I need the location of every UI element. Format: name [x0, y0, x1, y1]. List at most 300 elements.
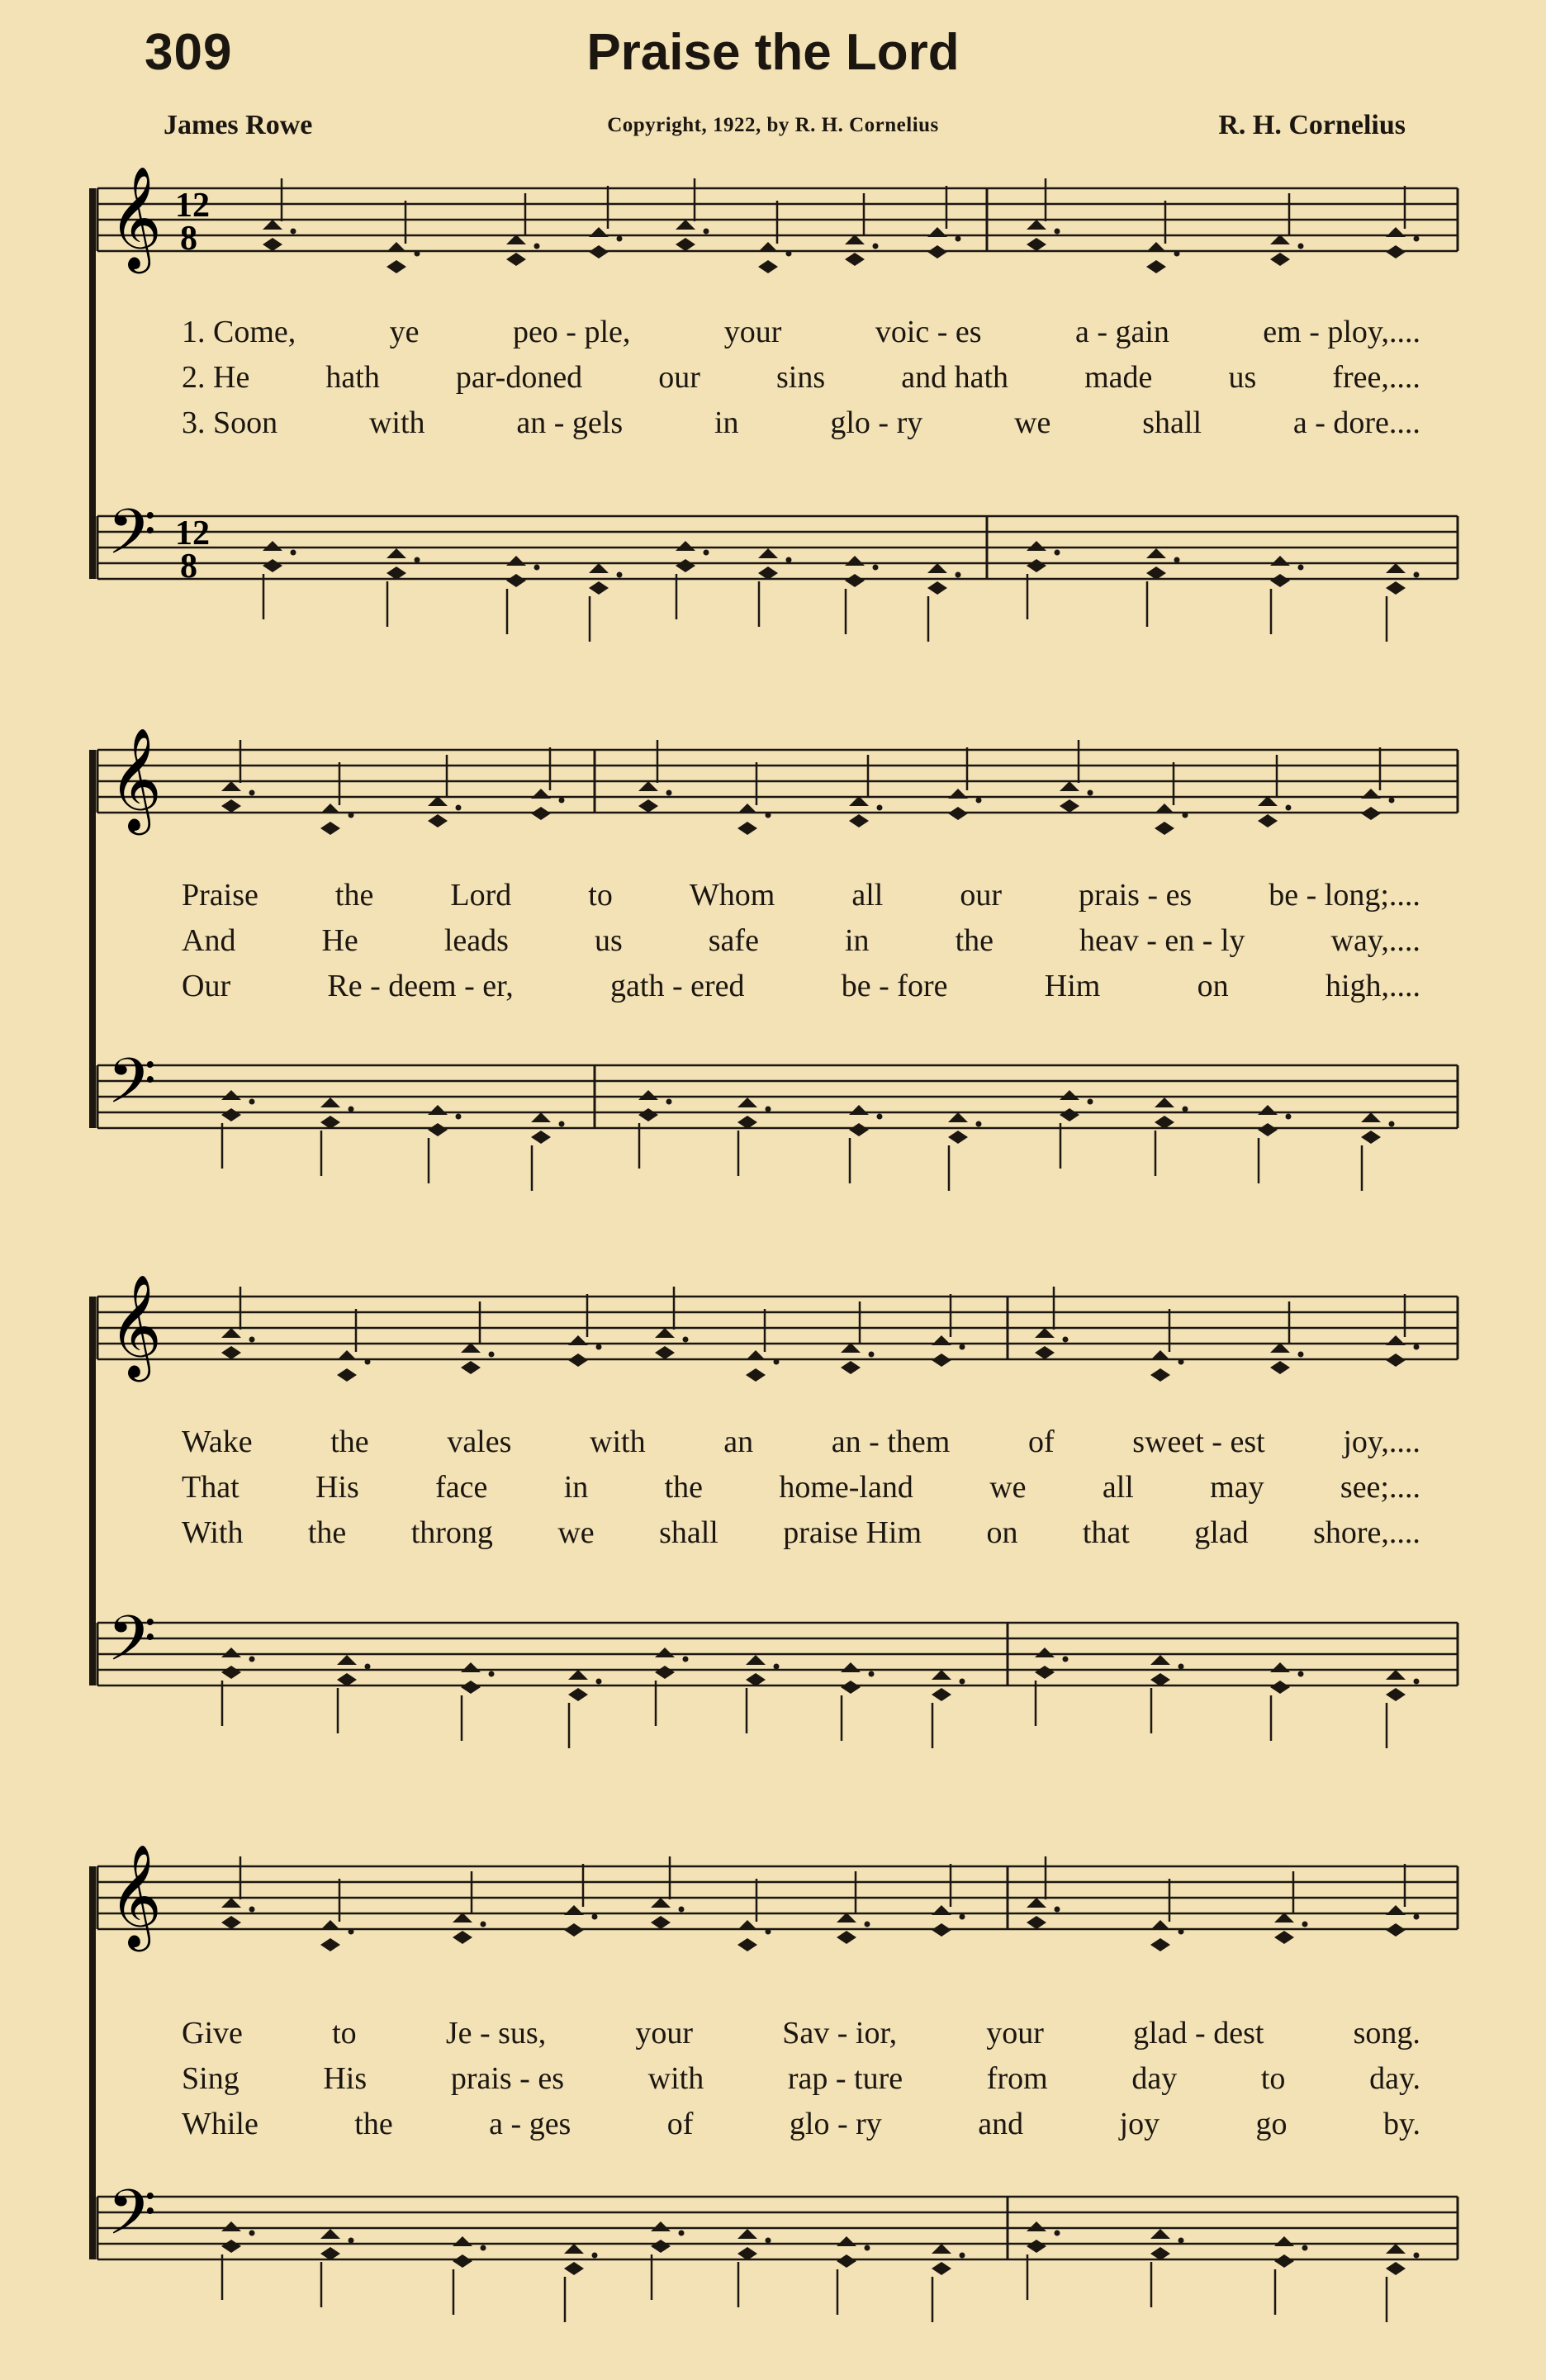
dot-mark	[617, 236, 623, 242]
lyric-syllable: shall	[1142, 405, 1202, 440]
lyric-line	[182, 1424, 1420, 1460]
lyric-line	[182, 2015, 1420, 2051]
lyric-line	[182, 922, 1420, 959]
lyric-syllable: the	[955, 923, 994, 958]
shape-note-head	[1027, 2240, 1046, 2253]
lyric-syllable: 2. He	[182, 360, 250, 395]
dot-mark	[365, 1359, 371, 1365]
shape-note-head	[320, 2247, 340, 2260]
shape-note-head	[428, 814, 448, 827]
treble-clef-icon: 𝄞	[109, 1844, 162, 1947]
lyric-syllable: your	[635, 2016, 694, 2050]
lyric-line	[182, 2060, 1420, 2097]
shape-note-head	[568, 1354, 588, 1367]
lyric-syllable: day	[1131, 2061, 1178, 2096]
dot-mark	[1183, 813, 1188, 818]
lyric-syllable: the	[664, 1470, 704, 1505]
shape-note-head	[337, 1368, 357, 1382]
lyric-syllable: face	[435, 1470, 488, 1505]
shape-note-head	[676, 559, 695, 572]
shape-note-head	[506, 253, 526, 266]
shape-note-head	[1361, 1112, 1381, 1122]
dot-mark	[683, 1337, 689, 1343]
lyric-syllable: and hath	[901, 360, 1009, 395]
shape-note-head	[568, 1688, 588, 1701]
lyric-line	[182, 314, 1420, 350]
shape-note-head	[453, 2236, 472, 2246]
copyright-notice: Copyright, 1922, by R. H. Cornelius	[607, 114, 939, 136]
lyric-syllable: leads	[443, 923, 509, 958]
lyric-syllable: em - ploy,....	[1263, 315, 1420, 349]
shape-note-head	[1060, 781, 1079, 791]
dot-mark	[679, 2231, 685, 2236]
dot-mark	[349, 813, 354, 818]
shape-note-head	[1027, 220, 1046, 230]
dot-mark	[559, 798, 565, 804]
dot-mark	[1298, 1671, 1304, 1677]
dot-mark	[1055, 2231, 1060, 2236]
lyric-syllable: a - ges	[489, 2107, 571, 2141]
lyric-syllable: His	[323, 2061, 368, 2096]
dot-mark	[249, 1907, 255, 1913]
shape-note-head	[837, 1931, 856, 1944]
lyric-syllable: with	[647, 2061, 704, 2096]
shape-note-head	[1258, 814, 1278, 827]
dot-mark	[1063, 1657, 1069, 1662]
shape-note-head	[837, 2254, 856, 2268]
shape-note-head	[927, 581, 947, 595]
lyric-syllable: ye	[389, 315, 420, 349]
lyric-syllable: rap - ture	[787, 2061, 903, 2096]
shape-note-head	[932, 1905, 951, 1915]
system-bracket	[89, 1297, 96, 1685]
lyric-syllable: an - them	[831, 1425, 951, 1459]
dot-mark	[349, 1107, 354, 1112]
shape-note-head	[932, 1923, 951, 1937]
dot-mark	[249, 1337, 255, 1343]
dot-mark	[1055, 1907, 1060, 1913]
lyric-syllable: par-doned	[455, 360, 583, 395]
shape-note-head	[1027, 559, 1046, 572]
dot-mark	[349, 1929, 354, 1935]
shape-note-head	[737, 1938, 757, 1951]
lyric-syllable: the	[330, 1425, 369, 1459]
shape-note-head	[932, 1354, 951, 1367]
dot-mark	[534, 244, 540, 249]
shape-note-head	[1386, 1905, 1406, 1915]
lyric-syllable: sweet - est	[1132, 1425, 1265, 1459]
dot-mark	[1178, 2238, 1184, 2244]
lyric-syllable: Praise	[182, 878, 258, 913]
lyric-syllable: song.	[1353, 2016, 1420, 2050]
dot-mark	[873, 244, 879, 249]
system-bracket	[89, 1866, 96, 2259]
shape-note-head	[506, 556, 526, 566]
shape-note-head	[1150, 1350, 1170, 1360]
shape-note-head	[746, 1368, 766, 1382]
shape-note-head	[676, 541, 695, 551]
dot-mark	[349, 2238, 354, 2244]
shape-note-head	[221, 1328, 241, 1338]
dot-mark	[869, 1352, 875, 1358]
shape-note-head	[589, 245, 609, 258]
lyric-syllable: Whom	[689, 878, 775, 913]
bass-clef-icon: 𝄢	[107, 1602, 157, 1690]
lyric-line	[182, 2106, 1420, 2142]
lyric-line	[182, 359, 1420, 396]
shape-note-head	[221, 799, 241, 813]
dot-mark	[481, 2245, 486, 2251]
shape-note-head	[263, 559, 282, 572]
dot-mark	[1286, 805, 1292, 811]
shape-note-head	[1274, 2236, 1294, 2246]
dot-mark	[956, 572, 961, 578]
shape-note-head	[927, 245, 947, 258]
shape-note-head	[845, 574, 865, 587]
lyric-line	[182, 968, 1420, 1004]
lyric-syllable: He	[321, 923, 358, 958]
lyric-syllable: glo - ry	[830, 405, 923, 440]
shape-note-head	[655, 1346, 675, 1359]
shape-note-head	[564, 1923, 584, 1937]
shape-note-head	[651, 1916, 671, 1929]
dot-mark	[596, 1679, 602, 1685]
lyric-syllable: by.	[1382, 2107, 1420, 2141]
dot-mark	[976, 1121, 982, 1127]
shape-note-head	[1361, 807, 1381, 820]
dot-mark	[1389, 1121, 1395, 1127]
lyric-syllable: of	[666, 2107, 694, 2141]
lyric-syllable: heav - en - ly	[1079, 923, 1245, 958]
dot-mark	[679, 1907, 685, 1913]
lyric-syllable: from	[986, 2061, 1048, 2096]
shape-note-head	[837, 2236, 856, 2246]
shape-note-head	[589, 563, 609, 573]
lyric-syllable: us	[1228, 360, 1257, 395]
shape-note-head	[948, 1112, 968, 1122]
dot-mark	[559, 1121, 565, 1127]
lyric-syllable: of	[1027, 1425, 1055, 1459]
shape-note-head	[531, 1112, 551, 1122]
lyric-syllable: His	[315, 1470, 359, 1505]
shape-note-head	[1035, 1346, 1055, 1359]
shape-note-head	[1270, 556, 1290, 566]
dot-mark	[774, 1359, 780, 1365]
shape-note-head	[1060, 1090, 1079, 1100]
treble-clef-icon: 𝄞	[109, 728, 162, 831]
lyric-syllable: we	[989, 1470, 1027, 1505]
lyric-syllable: shore,....	[1313, 1515, 1420, 1550]
shape-note-head	[746, 1655, 766, 1665]
lyric-syllable: high,....	[1325, 969, 1420, 1003]
shape-note-head	[531, 807, 551, 820]
shape-note-head	[758, 242, 778, 252]
dot-mark	[976, 798, 982, 804]
shape-note-head	[927, 227, 947, 237]
shape-note-head	[1060, 799, 1079, 813]
shape-note-head	[461, 1681, 481, 1694]
dot-mark	[456, 805, 462, 811]
lyric-syllable: prais - es	[450, 2061, 564, 2096]
dot-mark	[249, 1657, 255, 1662]
dot-mark	[873, 565, 879, 571]
shape-note-head	[737, 1116, 757, 1129]
lyric-syllable: all	[851, 878, 884, 913]
shape-note-head	[1270, 253, 1290, 266]
lyric-syllable: be - long;....	[1269, 878, 1420, 913]
lyric-syllable: an	[723, 1425, 754, 1459]
lyric-syllable: a - gain	[1074, 315, 1169, 349]
shape-note-head	[1155, 1098, 1174, 1107]
shape-note-head	[221, 1916, 241, 1929]
shape-note-head	[221, 1346, 241, 1359]
shape-note-head	[948, 789, 968, 799]
dot-mark	[596, 1344, 602, 1350]
dot-mark	[617, 572, 623, 578]
dot-mark	[877, 805, 883, 811]
lyric-syllable: shall	[659, 1515, 718, 1550]
dot-mark	[704, 229, 709, 235]
shape-note-head	[655, 1328, 675, 1338]
shape-note-head	[221, 1648, 241, 1657]
shape-note-head	[932, 2262, 951, 2275]
dot-mark	[592, 2253, 598, 2259]
dot-mark	[683, 1657, 689, 1662]
shape-note-head	[589, 227, 609, 237]
dot-mark	[1298, 565, 1304, 571]
lyric-syllable: gath - ered	[610, 969, 745, 1003]
shape-note-head	[221, 2221, 241, 2231]
lyric-syllable: day.	[1369, 2061, 1420, 2096]
lyric-line	[182, 405, 1420, 441]
lyric-syllable: the	[354, 2107, 393, 2141]
shape-note-head	[564, 1905, 584, 1915]
shape-note-head	[758, 567, 778, 580]
lyric-syllable: safe	[708, 923, 759, 958]
shape-note-head	[655, 1666, 675, 1679]
lyric-syllable: with	[368, 405, 425, 440]
dot-mark	[415, 557, 420, 563]
system-bracket	[89, 188, 96, 579]
lyric-syllable: to	[588, 878, 613, 913]
lyric-syllable: Sing	[182, 2061, 239, 2096]
shape-note-head	[320, 1920, 340, 1930]
shape-note-head	[428, 1105, 448, 1115]
dot-mark	[766, 2238, 771, 2244]
bass-clef-icon: 𝄢	[107, 1045, 157, 1133]
lyric-syllable: While	[182, 2107, 258, 2141]
dot-mark	[1286, 1114, 1292, 1120]
shape-note-head	[461, 1662, 481, 1672]
dot-mark	[1178, 1664, 1184, 1670]
lyric-syllable: joy,....	[1343, 1425, 1420, 1459]
dot-mark	[1183, 1107, 1188, 1112]
shape-note-head	[221, 1666, 241, 1679]
lyricist-credit: James Rowe	[164, 110, 313, 140]
lyric-syllable: our	[658, 360, 700, 395]
shape-note-head	[1274, 1931, 1294, 1944]
shape-note-head	[1270, 1681, 1290, 1694]
lyric-syllable: your	[723, 315, 782, 349]
dot-mark	[489, 1352, 495, 1358]
time-signature-top: 12	[175, 187, 210, 225]
shape-note-head	[1150, 1655, 1170, 1665]
lyric-syllable: Je - sus,	[445, 2016, 547, 2050]
lyric-syllable: vales	[447, 1425, 512, 1459]
dot-mark	[1298, 1352, 1304, 1358]
lyric-syllable: all	[1102, 1470, 1134, 1505]
dot-mark	[766, 1929, 771, 1935]
shape-note-head	[1386, 245, 1406, 258]
shape-note-head	[1146, 260, 1166, 273]
shape-note-head	[1155, 1116, 1174, 1129]
shape-note-head	[386, 548, 406, 558]
lyric-syllable: see;....	[1340, 1470, 1420, 1505]
lyric-syllable: and	[978, 2107, 1024, 2141]
dot-mark	[1174, 251, 1180, 257]
lyric-syllable: Re - deem - er,	[327, 969, 514, 1003]
lyric-syllable: the	[307, 1515, 347, 1550]
shape-note-head	[638, 1090, 658, 1100]
shape-note-head	[337, 1350, 357, 1360]
dot-mark	[956, 236, 961, 242]
lyric-syllable: made	[1084, 360, 1153, 395]
lyric-line	[182, 1469, 1420, 1505]
shape-note-head	[638, 781, 658, 791]
shape-note-head	[320, 2229, 340, 2239]
dot-mark	[704, 550, 709, 556]
shape-note-head	[1386, 1923, 1406, 1937]
shape-note-head	[737, 2229, 757, 2239]
treble-clef-icon: 𝄞	[109, 1274, 162, 1377]
shape-note-head	[676, 220, 695, 230]
lyric-syllable: us	[594, 923, 623, 958]
dot-mark	[1298, 244, 1304, 249]
lyric-syllable: 3. Soon	[182, 405, 278, 440]
shape-note-head	[1270, 1361, 1290, 1374]
shape-note-head	[337, 1655, 357, 1665]
shape-note-head	[386, 242, 406, 252]
lyric-syllable: our	[960, 878, 1003, 913]
shape-note-head	[386, 260, 406, 273]
shape-note-head	[531, 789, 551, 799]
dot-mark	[877, 1114, 883, 1120]
lyric-syllable: in	[563, 1470, 589, 1505]
dot-mark	[1088, 1099, 1093, 1105]
lyric-syllable: hath	[325, 360, 380, 395]
dot-mark	[1088, 790, 1093, 796]
shape-note-head	[337, 1673, 357, 1686]
dot-mark	[1178, 1929, 1184, 1935]
lyric-syllable: go	[1255, 2107, 1288, 2141]
lyric-syllable: throng	[410, 1515, 493, 1550]
system-bracket	[89, 750, 96, 1128]
shape-note-head	[841, 1361, 861, 1374]
shape-note-head	[453, 1931, 472, 1944]
shape-note-head	[1150, 2229, 1170, 2239]
dot-mark	[766, 1107, 771, 1112]
shape-note-head	[1035, 1328, 1055, 1338]
lyric-syllable: glad	[1194, 1515, 1249, 1550]
lyric-syllable: 1. Come,	[182, 315, 296, 349]
lyric-syllable: voic - es	[875, 315, 982, 349]
shape-note-head	[849, 1123, 869, 1136]
dot-mark	[489, 1671, 495, 1677]
lyric-syllable: Wake	[182, 1425, 253, 1459]
dot-mark	[592, 1914, 598, 1920]
shape-note-head	[1386, 1670, 1406, 1680]
shape-note-head	[1027, 541, 1046, 551]
lyric-syllable: sins	[776, 360, 826, 395]
bass-clef-icon: 𝄢	[107, 2176, 157, 2264]
shape-note-head	[1035, 1648, 1055, 1657]
shape-note-head	[320, 1098, 340, 1107]
shape-note-head	[1386, 1335, 1406, 1345]
shape-note-head	[1270, 574, 1290, 587]
lyric-syllable: in	[714, 405, 739, 440]
shape-note-head	[320, 804, 340, 813]
hymn-title: Praise the Lord	[586, 24, 960, 81]
shape-note-head	[932, 1335, 951, 1345]
shape-note-head	[1386, 1688, 1406, 1701]
shape-note-head	[1258, 1123, 1278, 1136]
dot-mark	[1063, 1337, 1069, 1343]
dot-mark	[1302, 2245, 1308, 2251]
dot-mark	[415, 251, 420, 257]
shape-note-head	[746, 1350, 766, 1360]
dot-mark	[666, 790, 672, 796]
shape-note-head	[428, 1123, 448, 1136]
shape-note-head	[1274, 2254, 1294, 2268]
lyric-syllable: to	[1260, 2061, 1286, 2096]
time-signature-bottom: 8	[180, 220, 197, 258]
lyric-syllable: glo - ry	[789, 2107, 882, 2141]
shape-note-head	[1150, 1368, 1170, 1382]
shape-note-head	[1386, 227, 1406, 237]
lyric-syllable: glad - dest	[1133, 2016, 1264, 2050]
lyric-syllable: And	[182, 923, 236, 958]
dot-mark	[249, 2231, 255, 2236]
shape-note-head	[1150, 1920, 1170, 1930]
shape-note-head	[568, 1335, 588, 1345]
shape-note-head	[1027, 1898, 1046, 1908]
shape-note-head	[1146, 548, 1166, 558]
dot-mark	[1178, 1359, 1184, 1365]
shape-note-head	[737, 822, 757, 835]
lyric-syllable: with	[590, 1425, 646, 1459]
shape-note-head	[1150, 1938, 1170, 1951]
lyric-syllable: Sav - ior,	[782, 2016, 898, 2050]
time-signature-top: 12	[175, 514, 210, 552]
lyric-syllable: way,....	[1330, 923, 1420, 958]
shape-note-head	[1027, 238, 1046, 251]
dot-mark	[249, 790, 255, 796]
dot-mark	[1174, 557, 1180, 563]
shape-note-head	[1155, 804, 1174, 813]
shape-note-head	[849, 814, 869, 827]
shape-note-head	[320, 822, 340, 835]
dot-mark	[774, 1664, 780, 1670]
dot-mark	[786, 557, 792, 563]
shape-note-head	[841, 1681, 861, 1694]
shape-note-head	[737, 804, 757, 813]
shape-note-head	[1060, 1108, 1079, 1121]
shape-note-head	[849, 1105, 869, 1115]
lyric-syllable: Him	[1044, 969, 1101, 1003]
lyric-syllable: your	[986, 2016, 1044, 2050]
dot-mark	[456, 1114, 462, 1120]
lyric-syllable: be - fore	[841, 969, 948, 1003]
